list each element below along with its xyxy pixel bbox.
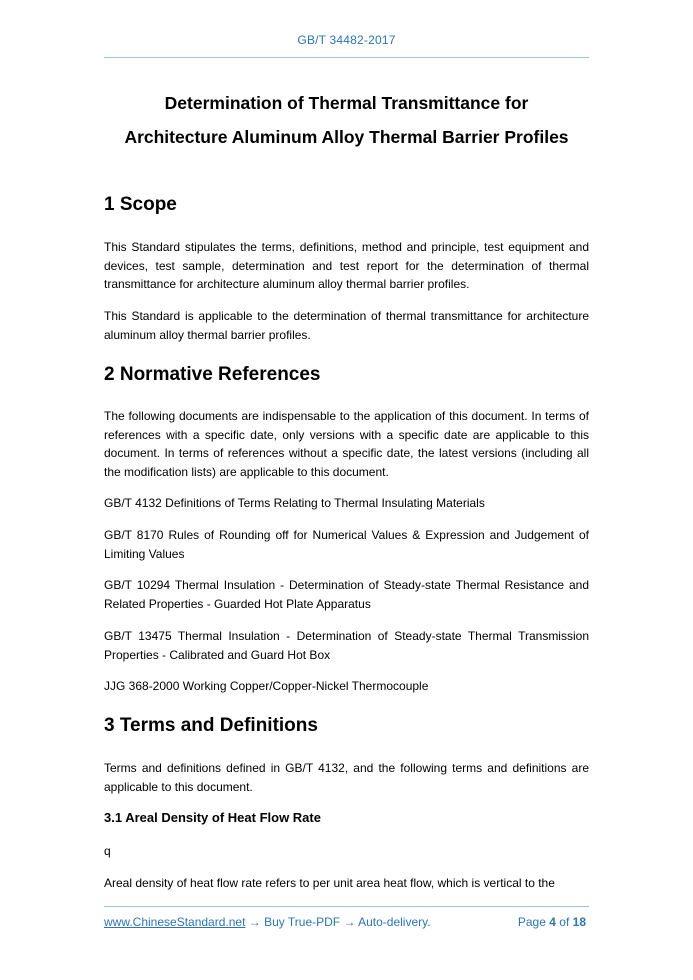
reference-item: GB/T 10294 Thermal Insulation - Determination of Steady-state Thermal Resistance and Related Properties - Guarded Hot Plate Apparatus (104, 578, 589, 611)
term-definition: Areal density of heat flow rate refers to per unit area heat flow, which is vertical to the (104, 876, 555, 890)
section-heading-terms-definitions: 3 Terms and Definitions (104, 715, 318, 736)
header-divider (104, 57, 589, 58)
reference-item: GB/T 8170 Rules of Rounding off for Numerical Values & Expression and Judgement of Limiting Values (104, 528, 589, 561)
page-indicator (518, 915, 586, 929)
reference-item: GB/T 13475 Thermal Insulation - Determination of Steady-state Thermal Transmission Properties - Calibrated and Guard Hot Box (104, 629, 589, 662)
document-title-line-2: Architecture Aluminum Alloy Thermal Barrier Profiles (124, 127, 569, 147)
subsection-heading-3-1: 3.1 Areal Density of Heat Flow Rate (104, 810, 321, 825)
page-label: Page (517, 915, 546, 929)
website-link[interactable]: www.ChineseStandard.net (104, 915, 246, 929)
footer-divider (104, 906, 589, 907)
section-heading-scope: 1 Scope (104, 194, 177, 215)
scope-paragraph-1: This Standard stipulates the terms, definitions, method and principle, test equipment and devices, test sample, determination and test report for the determination of thermal transmittance for architecture aluminum alloy thermal barrier profiles. (104, 240, 589, 291)
scope-paragraph-2: This Standard is applicable to the determination of thermal transmittance for architecture aluminum alloy thermal barrier profiles. (104, 309, 589, 342)
reference-item: GB/T 4132 Definitions of Terms Relating to Thermal Insulating Materials (104, 496, 485, 510)
footer-tagline: → Buy True-PDF → Auto-delivery. (245, 915, 431, 929)
normative-intro-paragraph: The following documents are indispensable to the application of this document. In terms of references with a specific date, only versions with a specific date are applicable to this document. In terms of references without a specific date, the latest versions (including all the modification lists) are applicable to this document. (104, 409, 589, 479)
footer-promo (104, 915, 431, 929)
terms-intro-paragraph: Terms and definitions defined in GB/T 4132, and the following terms and definitions are applicable to this document. (104, 761, 589, 794)
document-title-line-1: Determination of Thermal Transmittance for (164, 93, 529, 113)
term-symbol: q (104, 844, 111, 858)
section-heading-normative-references: 2 Normative References (104, 364, 321, 385)
header-standard-code: GB/T 34482-2017 (297, 33, 396, 47)
document-title (0, 86, 693, 154)
page-total: 18 (572, 915, 586, 929)
page-current: 4 (549, 915, 556, 929)
reference-item: JJG 368-2000 Working Copper/Copper-Nickel Thermocouple (104, 679, 429, 693)
page-of-label: of (559, 915, 570, 929)
